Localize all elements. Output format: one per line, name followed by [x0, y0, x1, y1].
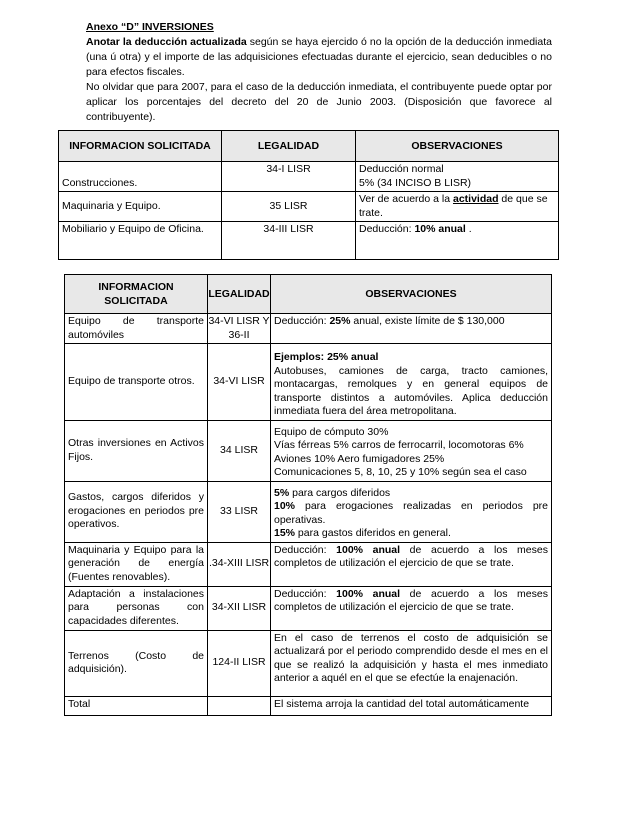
- legal-cell: .34-XIII LISR: [208, 542, 271, 586]
- obs-line: Equipo de cómputo 30%: [274, 425, 389, 438]
- table-row: [65, 420, 552, 481]
- obs-line: [274, 483, 548, 501]
- obs-cell: El sistema arroja la cantidad del total automáticamente: [271, 696, 552, 715]
- obs-cell: [271, 344, 552, 421]
- obs-text: .: [465, 223, 472, 235]
- obs-bold: Ejemplos: 25% anual: [274, 351, 379, 363]
- info-cell: Equipo de transporte otros.: [65, 344, 208, 421]
- obs-line: Deducción normal: [359, 163, 444, 175]
- legal-cell: 34-I LISR: [222, 162, 356, 192]
- table-inversiones-1: [58, 130, 559, 260]
- table-row: [59, 162, 559, 192]
- obs-cell: [356, 222, 559, 260]
- obs-bold: 100% anual: [336, 543, 401, 556]
- obs-cell: En el caso de terrenos el costo de adquisición se actualizará por el periodo comprendido desde el mes en el que se realizó la adquisición y hasta el mes inmediato anterior a aquél en el que se efectúe la enajenación.: [271, 630, 552, 696]
- obs-bold: 15%: [274, 527, 296, 539]
- obs-text: Deducción:: [274, 543, 337, 556]
- table-row: [65, 314, 552, 344]
- obs-cell: [271, 314, 552, 344]
- intro-paragraph-2: No olvidar que para 2007, para el caso de la deducción inmediata, el contribuyente puede optar por aplicar los porcentajes del decreto del 20 de Junio 2003. (Disposición que favorece al contribuyente).: [86, 81, 552, 123]
- table-row: [65, 542, 552, 586]
- obs-cell: [271, 481, 552, 542]
- info-cell: Equipo de transporte automóviles: [65, 314, 208, 344]
- info-cell: Mobiliario y Equipo de Oficina.: [59, 222, 222, 260]
- obs-text: de acuerdo a los meses completos de utilización el ejercicio de que se trate.: [274, 587, 548, 613]
- obs-heading: [274, 345, 548, 365]
- info-cell: Maquinaria y Equipo para la generación de energía (Fuentes renovables).: [65, 542, 208, 586]
- table-row: [59, 192, 559, 222]
- table-header-row: [65, 275, 552, 314]
- obs-text: para gastos diferidos en general.: [295, 527, 451, 539]
- header-informacion: INFORMACION SOLICITADA: [65, 275, 208, 314]
- header-legalidad: LEGALIDAD: [222, 131, 356, 162]
- table-row: [65, 481, 552, 542]
- table-inversiones-2: [64, 274, 552, 716]
- obs-text: para cargos diferidos: [289, 486, 391, 499]
- obs-bold: 100% anual: [336, 587, 401, 600]
- info-cell: Adaptación a instalaciones para personas con capacidades diferentes.: [65, 586, 208, 630]
- obs-bold: 25%: [329, 315, 351, 327]
- intro-paragraph-1: [86, 35, 552, 80]
- table-row: [65, 630, 552, 696]
- info-cell: Maquinaria y Equipo.: [59, 192, 222, 222]
- obs-line: 5% (34 INCISO B LISR): [359, 176, 472, 189]
- obs-line: Comunicaciones 5, 8, 10, 25 y 10% según sea el caso: [274, 466, 527, 478]
- header-observaciones: OBSERVACIONES: [356, 131, 559, 162]
- obs-text: de acuerdo a los meses completos de utilización el ejercicio de que se trate.: [274, 543, 548, 569]
- obs-text: para erogaciones realizadas en periodos pre operativas.: [274, 500, 548, 526]
- actividad-link[interactable]: actividad: [452, 193, 499, 205]
- obs-bold: 5%: [274, 486, 290, 499]
- obs-text: anual, existe límite de $ 130,000: [350, 315, 505, 327]
- obs-line: Aviones 10% Aero fumigadores 25%: [274, 452, 445, 465]
- obs-bold: 10%: [274, 500, 296, 512]
- info-cell: Construcciones.: [59, 162, 222, 192]
- obs-cell: [356, 192, 559, 222]
- info-cell: Total: [65, 696, 208, 715]
- legal-cell: 34-XII LISR: [208, 586, 271, 630]
- table-row: [65, 344, 552, 421]
- obs-cell: [271, 542, 552, 586]
- section-title: Anexo “D” INVERSIONES: [86, 21, 214, 33]
- obs-text: Deducción:: [359, 223, 415, 235]
- intro-p1-rest: según se haya ejercido ó no la opción de la deducción inmediata (una ú otra) y el importe de las adquisiciones efectuadas durante el ejercicio, sean deducibles o no para efectos fiscales.: [86, 36, 552, 78]
- obs-text: de que se trate.: [359, 193, 548, 219]
- header-observaciones: OBSERVACIONES: [271, 275, 552, 314]
- obs-text: Deducción:: [274, 315, 330, 327]
- obs-cell: [356, 162, 559, 192]
- obs-line: [274, 500, 548, 527]
- legal-cell: 33 LISR: [208, 481, 271, 542]
- legal-cell: 34-VI LISR Y 36-II: [208, 314, 271, 344]
- obs-cell: [271, 586, 552, 630]
- header-legalidad: LEGALIDAD: [208, 275, 271, 314]
- legal-cell: 35 LISR: [222, 192, 356, 222]
- legal-cell: 34-VI LISR: [208, 344, 271, 421]
- obs-text: Ver de acuerdo a la: [359, 193, 453, 205]
- table-row: [59, 222, 559, 260]
- obs-text: Autobuses, camiones de carga, tracto camiones, montacargas, remolques y en general equipos de transporte distintos a automóviles. Aplica deducción inmediata fuera del área metropolitana.: [274, 364, 548, 417]
- legal-cell: [208, 696, 271, 715]
- obs-cell: [271, 420, 552, 481]
- table-row: [65, 696, 552, 715]
- info-cell: Terrenos (Costo de adquisición).: [65, 630, 208, 696]
- legal-cell: 34-III LISR: [222, 222, 356, 260]
- table-row: [65, 586, 552, 630]
- obs-line: [274, 527, 548, 541]
- obs-bold: 10% anual: [414, 223, 466, 235]
- obs-text: Deducción:: [274, 587, 337, 600]
- info-cell: Gastos, cargos diferidos y erogaciones en periodos pre operativos.: [65, 481, 208, 542]
- legal-cell: 124-II LISR: [208, 630, 271, 696]
- intro-block: [86, 20, 552, 125]
- obs-line: Vías férreas 5% carros de ferrocarril, locomotoras 6%: [274, 439, 524, 451]
- table-header-row: [59, 131, 559, 162]
- info-cell: Otras inversiones en Activos Fijos.: [65, 420, 208, 481]
- header-informacion: INFORMACION SOLICITADA: [59, 131, 222, 162]
- intro-p1-bold: Anotar la deducción actualizada: [86, 36, 247, 48]
- legal-cell: 34 LISR: [208, 420, 271, 481]
